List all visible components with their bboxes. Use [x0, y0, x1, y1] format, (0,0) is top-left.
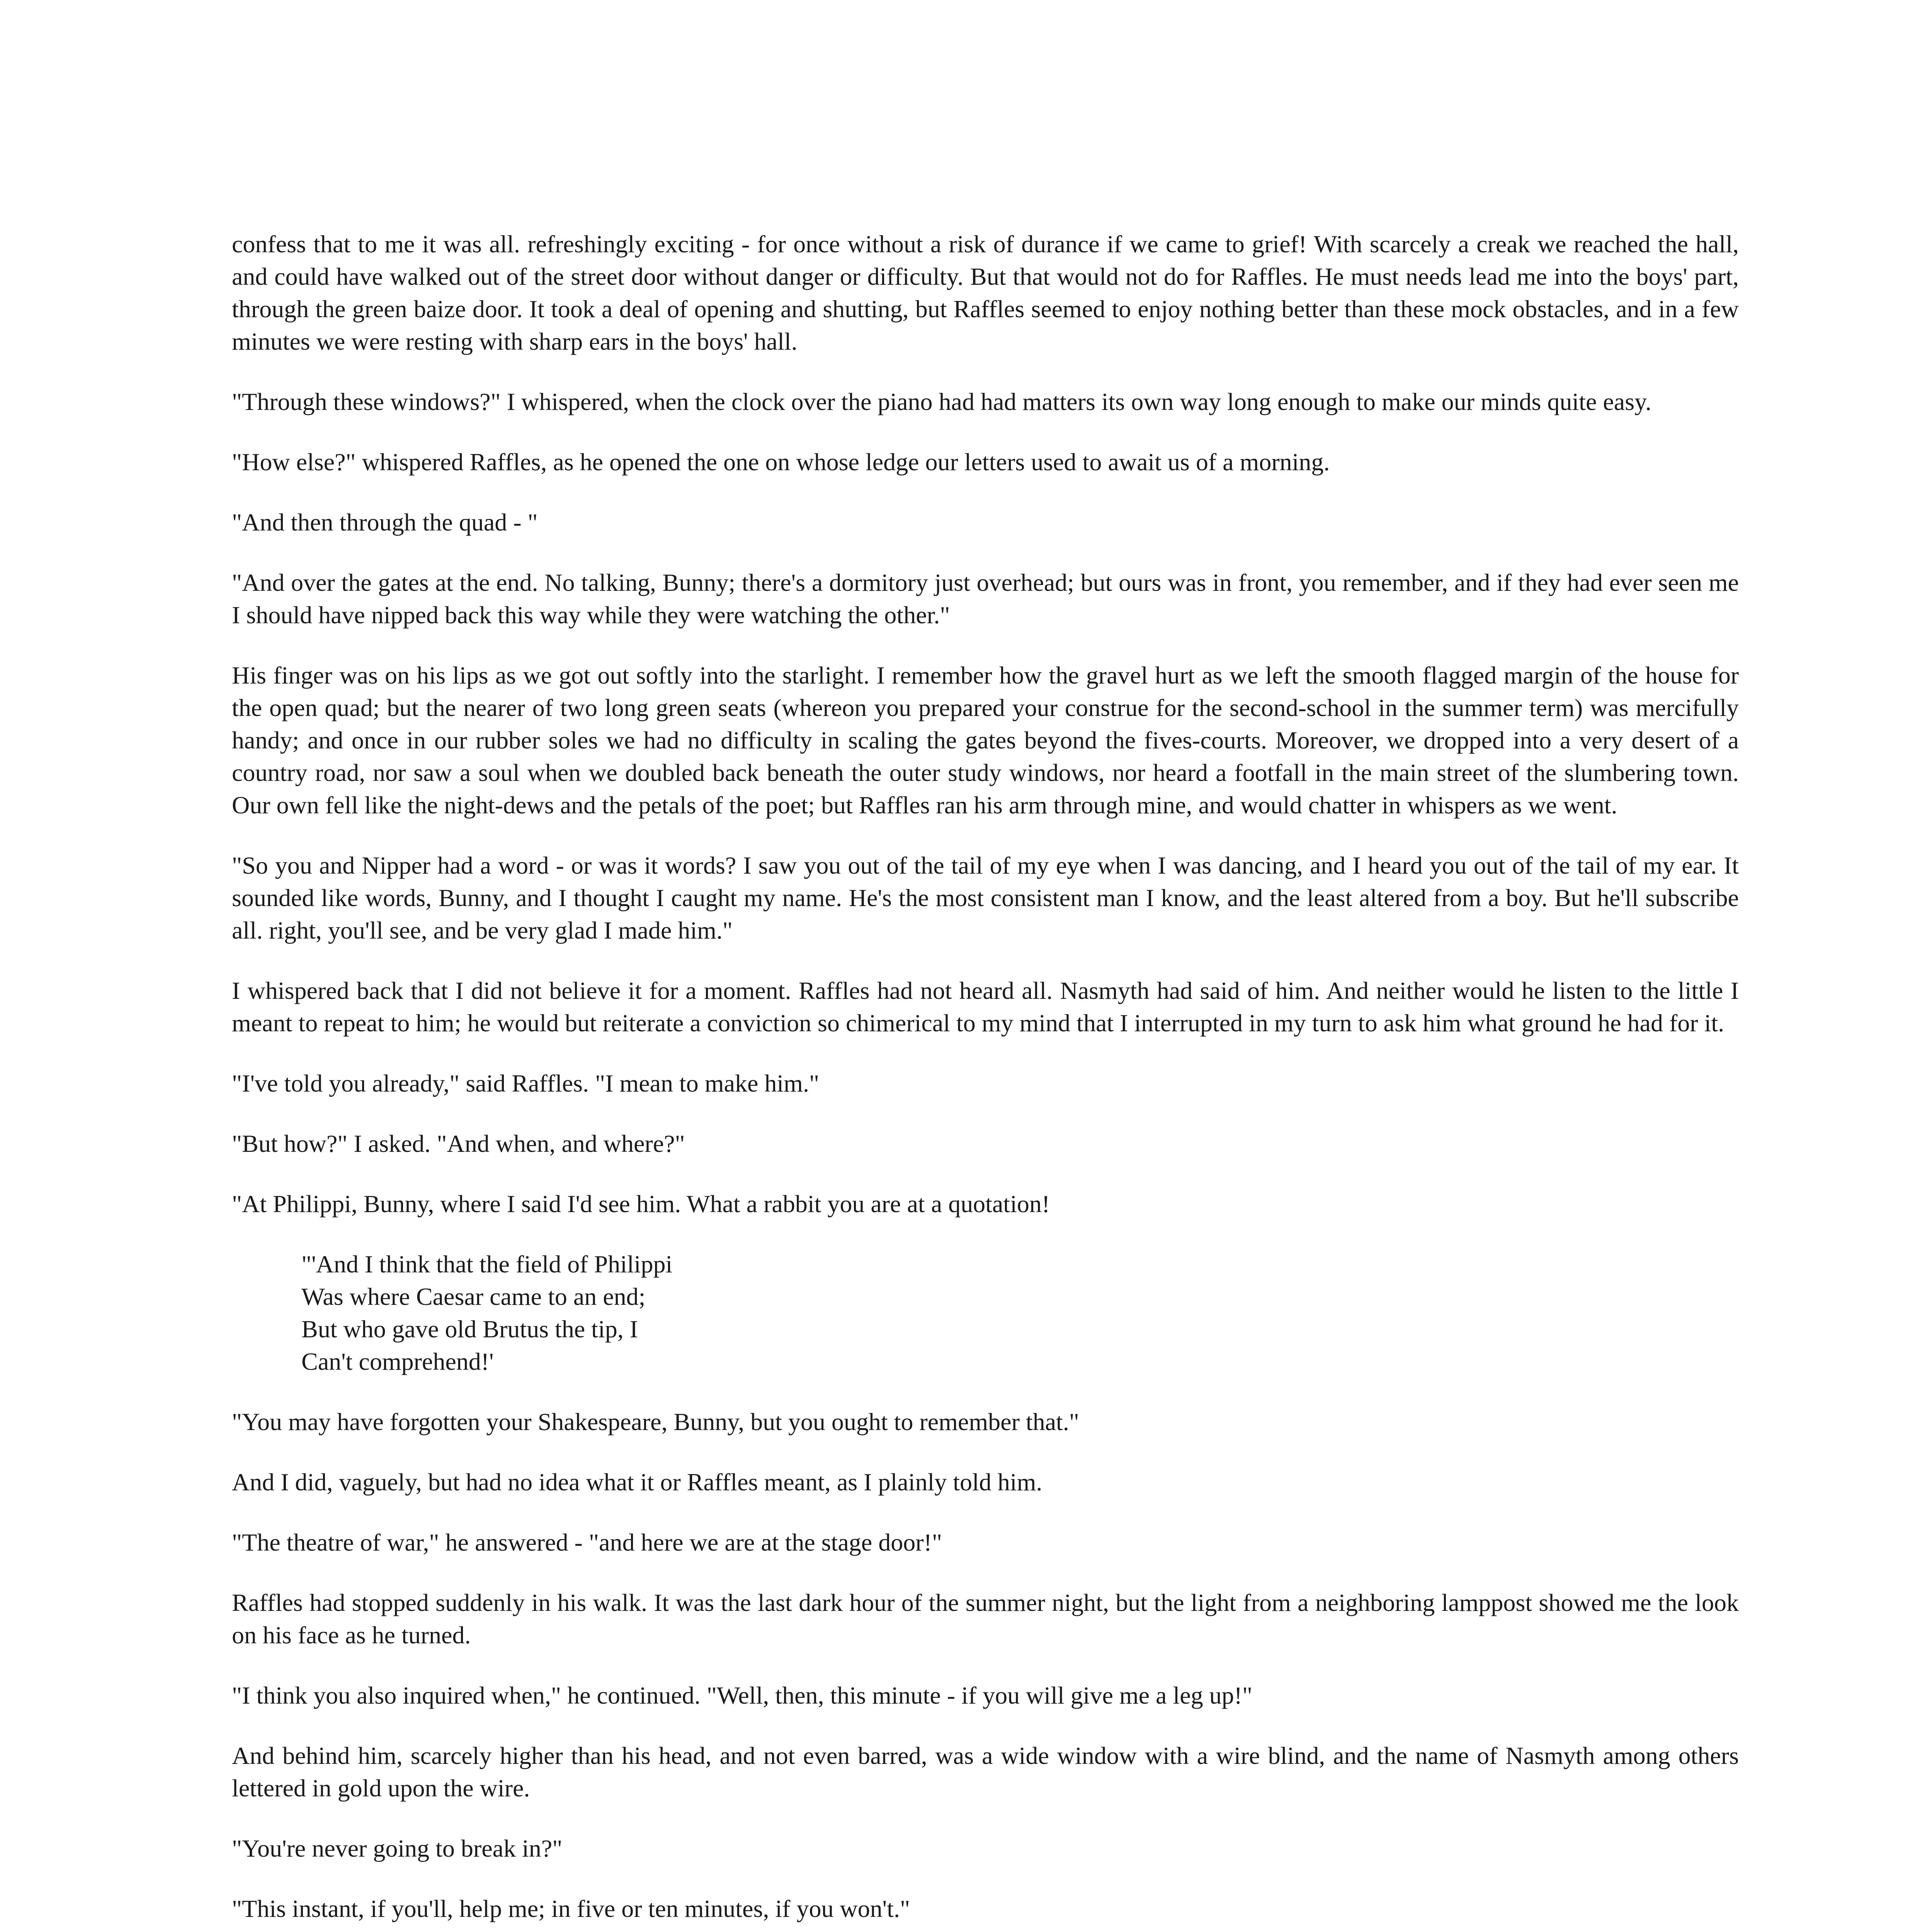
paragraph: "So you and Nipper had a word - or was it words? I saw you out of the tail of my eye when I was dancing, and I heard you out of the tail of my ear. It sounded like words, Bunny, and I thought I caught my name. He's the most consistent man I know, and the least altered from a boy. But he'll subscribe all. right, you'll see, and be very glad I made him."	[232, 852, 1739, 944]
paragraph: "I think you also inquired when," he continued. "Well, then, this minute - if you will give me a leg up!"	[232, 1682, 1253, 1709]
paragraph: confess that to me it was all. refreshingly exciting - for once without a risk of durance if we came to grief! With scarcely a creak we reached the hall, and could have walked out of the street door without danger or difficulty. But that would not do for Raffles. He must needs lead me into the boys' part, through the green baize door. It took a deal of opening and shutting, but Raffles seemed to enjoy nothing better than these mock obstacles, and in a few minutes we were resting with sharp ears in the boys' hall.	[232, 230, 1739, 355]
paragraph: "Through these windows?" I whispered, when the clock over the piano had had matters its own way long enough to make our minds quite easy.	[232, 388, 1651, 415]
poem-line: Can't comprehend!'	[301, 1348, 494, 1375]
paragraph: "You're never going to break in?"	[232, 1835, 563, 1862]
paragraph: "And then through the quad - "	[232, 509, 538, 536]
paragraph: "And over the gates at the end. No talking, Bunny; there's a dormitory just overhead; but ours was in front, you remember, and if they had ever seen me I should have nipped back this way while they were watching the other."	[232, 569, 1739, 629]
paragraph: "I've told you already," said Raffles. "I mean to make him."	[232, 1070, 820, 1097]
paragraph: "How else?" whispered Raffles, as he opened the one on whose ledge our letters used to await us of a morning.	[232, 448, 1330, 476]
paragraph: His finger was on his lips as we got out softly into the starlight. I remember how the gravel hurt as we left the smooth flagged margin of the house for the open quad; but the nearer of two long green seats (whereon you prepared your construe for the second-school in the summer term) was mercifully handy; and once in our rubber soles we had no difficulty in scaling the gates beyond the fives-courts. Moreover, we dropped into a very desert of a country road, nor saw a soul when we doubled back beneath the outer study windows, nor heard a footfall in the main street of the slumbering town. Our own fell like the night-dews and the petals of the poet; but Raffles ran his arm through mine, and would chatter in whispers as we went.	[232, 662, 1739, 819]
paragraph: And behind him, scarcely higher than his head, and not even barred, was a wide window with a wire blind, and the name of Nasmyth among others lettered in gold upon the wire.	[232, 1742, 1739, 1802]
paragraph: "You may have forgotten your Shakespeare, Bunny, but you ought to remember that."	[232, 1408, 1079, 1435]
poem-line: But who gave old Brutus the tip, I	[301, 1315, 638, 1343]
paragraph: "But how?" I asked. "And when, and where?"	[232, 1130, 685, 1157]
paragraph: "This instant, if you'll, help me; in five or ten minutes, if you won't."	[232, 1895, 910, 1922]
poem-line: "'And I think that the field of Philippi	[301, 1250, 673, 1278]
paragraph: "The theatre of war," he answered - "and here we are at the stage door!"	[232, 1529, 942, 1556]
paragraph: "At Philippi, Bunny, where I said I'd see him. What a rabbit you are at a quotation!	[232, 1190, 1050, 1218]
poem-line: Was where Caesar came to an end;	[301, 1283, 646, 1310]
paragraph: I whispered back that I did not believe it for a moment. Raffles had not heard all. Nasmyth had said of him. And neither would he listen to the little I meant to repeat to him; he would but reiterate a conviction so chimerical to my mind that I interrupted in my turn to ask him what ground he had for it.	[232, 977, 1739, 1037]
paragraph: Raffles had stopped suddenly in his walk. It was the last dark hour of the summer night, but the light from a neighboring lamppost showed me the look on his face as he turned.	[232, 1589, 1739, 1649]
page-body	[232, 228, 1739, 1932]
paragraph: And I did, vaguely, but had no idea what it or Raffles meant, as I plainly told him.	[232, 1468, 1043, 1496]
poem-quotation	[232, 1248, 1739, 1378]
